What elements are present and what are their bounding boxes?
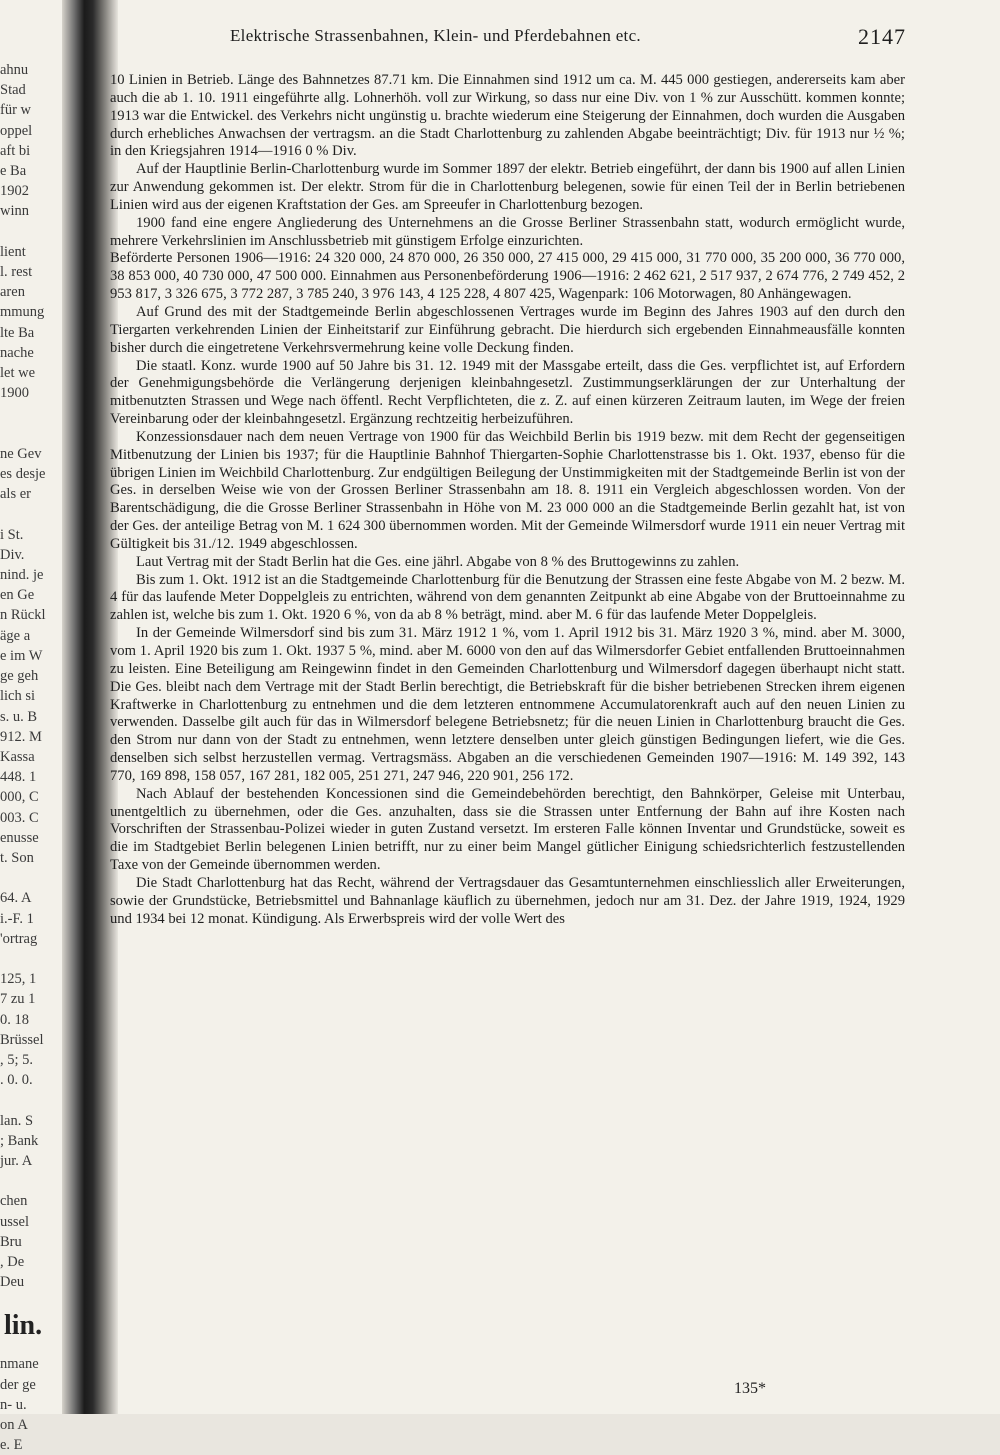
- adjacent-page-line: nmane: [0, 1356, 39, 1373]
- running-title: Elektrische Strassenbahnen, Klein- und Pferdebahnen etc.: [230, 26, 641, 45]
- adjacent-page-line: Kassa: [0, 748, 35, 765]
- paragraph: 1900 fand eine engere Angliederung des Unternehmens an die Grosse Berliner Strassenbahn statt, wodurch ermöglicht wurde, mehrere Verkehrslinien im Anschlussbetrieb mit günstigem Erfolge einzurichten.: [110, 214, 905, 249]
- adjacent-page-line: Deu: [0, 1274, 25, 1291]
- adjacent-page-line: jur. A: [0, 1152, 33, 1169]
- adjacent-page-line: n Rückl: [0, 607, 46, 624]
- adjacent-page-line: ahnu: [0, 62, 29, 78]
- adjacent-page-line: 1900: [0, 385, 29, 402]
- paragraph: 10 Linien in Betrieb. Länge des Bahnnetzes 87.71 km. Die Einnahmen sind 1912 um ca. M. 445 000 gestiegen, andererseits kam aber auch die ab 1. 10. 1911 eingeführte allg. Lohnerhöh. voll zur Wirkung, so dass nur eine Div. von 1 % zur Ausschütt. kommen konnte; 1913 war die Entwickel. des Verkehrs nicht ungünstig u. brachte wiederum eine Steigerung der Einnahmen, doch wurden die Ausgaben durch erhebliches Anwachsen der vertragsm. an die Stadt Charlottenburg zu zahlenden Abgabe beeinträchtigt; Div. für 1913 nur ½ %; in den Kriegsjahren 1914—1916 0 % Div.: [110, 72, 905, 160]
- adjacent-page-line: 912. M: [0, 728, 42, 745]
- adjacent-page-line: 7 zu 1: [0, 991, 36, 1008]
- adjacent-page-line: Brüssel: [0, 1031, 44, 1048]
- running-header: [230, 24, 906, 50]
- adjacent-page-line: 003. C: [0, 809, 39, 826]
- adjacent-page-line: l. rest: [0, 264, 33, 281]
- adjacent-page-line: Bru: [0, 1233, 22, 1250]
- paragraph: Die staatl. Konz. wurde 1900 auf 50 Jahre bis 31. 12. 1949 mit der Massgabe erteilt, dass die Ges. verpflichtet ist, auf Erfordern der Genehmigungsbehörde die Verlängerung derjenigen kleinbahngesetzl. Zustimmungserklärungen der zur Unterhaltung der mitbenutzten Strassen und Wege nach öffentl. Recht Verpflichteten, die z. Z. auf einen kürzeren Zeitraum lauten, im Wege der freien Vereinbarung oder der kleinbahngesetzl. Ergänzung rechtzeitig herbeizuführen.: [110, 357, 905, 428]
- paragraph: Auf der Hauptlinie Berlin-Charlottenburg wurde im Sommer 1897 der elektr. Betrieb eingeführt, der dann bis 1900 auf allen Linien zur Anwendung gekommen ist. Der elektr. Strom für die in Charlottenburg belegenen, sowie für einen Teil der in Berlin betriebenen Linien wird aus der eigenen Kraftstation der Ges. am Spreeufer in Charlottenburg bezogen.: [110, 161, 905, 213]
- adjacent-page-line: 0. 18: [0, 1011, 29, 1028]
- adjacent-page-line: on A: [0, 1417, 28, 1433]
- adjacent-page-line: aft bi: [0, 142, 31, 159]
- adjacent-page-line: lan. S: [0, 1112, 34, 1129]
- adjacent-page-line: e Ba: [0, 163, 27, 180]
- adjacent-page-line: äge a: [0, 627, 31, 644]
- adjacent-page-line: Div.: [0, 546, 25, 563]
- adjacent-page-line: 'ortrag: [0, 930, 38, 947]
- adjacent-page-line: für w: [0, 102, 32, 119]
- adjacent-page-line: enusse: [0, 829, 39, 846]
- paragraph: Beförderte Personen 1906—1916: 24 320 000, 24 870 000, 26 350 000, 27 415 000, 29 415 000, 31 770 000, 35 200 000, 36 770 000, 38 853 000, 40 730 000, 47 500 000. Einnahmen aus Personenbeförderung 1906—1916: 2 462 621, 2 517 937, 2 674 776, 2 749 452, 2 953 817, 3 326 675, 3 772 287, 3 785 240, 3 976 143, 4 125 228, 4 807 425, Wagenpark: 106 Motorwagen, 80 Anhängewagen.: [110, 250, 905, 303]
- paragraph: Die Stadt Charlottenburg hat das Recht, während der Vertragsdauer das Gesamtunternehmen einschliesslich aller Erweiterungen, sowie der Grundstücke, Betriebsmittel und Bahnanlage käuflich zu übernehmen, jedoch nur am 31. Dez. der Jahre 1919, 1924, 1929 und 1934 bei 12 monat. Kündigung. Als Erwerbspreis wird der volle Wert des: [110, 874, 905, 927]
- adjacent-page-line: als er: [0, 486, 31, 503]
- adjacent-page-line: 125, 1: [0, 971, 37, 988]
- adjacent-page-line: Stad: [0, 82, 26, 99]
- adjacent-page-line: s. u. B: [0, 708, 38, 725]
- adjacent-page-line: ne Gev: [0, 445, 42, 462]
- adjacent-page-line: es desje: [0, 466, 46, 483]
- adjacent-page-line: e im W: [0, 647, 43, 664]
- adjacent-page-line: ge geh: [0, 668, 39, 685]
- adjacent-page-line: oppel: [0, 122, 33, 139]
- adjacent-page-line: chen: [0, 1193, 28, 1210]
- adjacent-page-line: . 0. 0.: [0, 1072, 33, 1089]
- paragraph: Auf Grund des mit der Stadtgemeinde Berlin abgeschlossenen Vertrages wurde im Beginn des Jahres 1903 auf den durch den Tiergarten verkehrenden Linien der Einheitstarif zur Einführung gebracht. Die hierdurch sich ergebenden Einnahmeausfälle konnten bisher durch die eingetretene Verkehrsvermehrung keine volle Deckung finden.: [110, 303, 905, 356]
- adjacent-page-line: nache: [0, 344, 34, 361]
- paragraph: Nach Ablauf der bestehenden Koncessionen sind die Gemeindebehörden berechtigt, den Bahnkörper, Geleise mit Unterbau, unentgeltlich zu übernehmen, oder die Ges. anzuhalten, dass sie die Strassen unter Entfernung der Bahn auf ihre Kosten nach Vorschriften der Strassenbau-Polizei wieder in guten Zustand versetzt. Im ersteren Falle können Inventar und Grundstücke, soweit es die im Stadtgebiet Berlin belegenen Linien betrifft, nur zu einer beim Mangel gütlicher Einigung schiedsrichterlich festzustellenden Taxe von der Gemeinde übernommen werden.: [110, 785, 905, 874]
- paragraph: In der Gemeinde Wilmersdorf sind bis zum 31. März 1912 1 %, vom 1. April 1912 bis 31. März 1920 3 %, mind. aber M. 3000, vom 1. April 1920 bis zum 1. Okt. 1937 5 %, mind. aber M. 6000 von den auf das Wilmersdorfer Gebiet entfallenden Bruttoeinnahmen zu leisten. Eine Beteiligung am Reingewinn findet in den Gemeinden Charlottenburg und Wilmersdorf dagegen überhaupt nicht statt. Die Ges. bleibt nach dem Vertrage mit der Stadt Berlin berechtigt, die Betriebskraft für die bisher betriebenen Strecken ihrem eigenen Kraftwerke in Charlottenburg zu entnehmen und die dem letzteren entnommene Accumulatorenkraft auch auf den neuen Linien zu verwenden. Dasselbe gilt auch für das in Wilmersdorf belegene Betriebsnetz; für die neuen Linien in Charlottenburg braucht die Ges. den Strom nur dann von der Stadt zu entnehmen, wenn letztere denselben unter gleich günstigen Bedingungen liefert, wie die Ges. denselben sich selbst herzustellen vermag. Vertragsmäss. Abgaben an die verschiedenen Gemeinden 1907—1916: M. 149 392, 143 770, 169 898, 158 057, 167 281, 182 005, 251 271, 247 946, 220 901, 256 172.: [110, 625, 905, 784]
- adjacent-page-line: nind. je: [0, 567, 44, 584]
- adjacent-page-line: 64. A: [0, 890, 32, 907]
- adjacent-page-line: winn: [0, 203, 29, 220]
- adjacent-page-line: 000, C: [0, 789, 39, 806]
- article-body: [110, 72, 905, 929]
- adjacent-page-line: en Ge: [0, 587, 35, 604]
- signature-mark: 135*: [734, 1380, 766, 1397]
- paragraph: Laut Vertrag mit der Stadt Berlin hat die Ges. eine jährl. Abgabe von 8 % des Bruttogewinns zu zahlen.: [136, 553, 740, 570]
- adjacent-page-line: lich si: [0, 688, 36, 705]
- adjacent-page-line: e. E: [0, 1437, 23, 1454]
- paragraph: Konzessionsdauer nach dem neuen Vertrage von 1900 für das Weichbild Berlin bis 1919 bezw. mit dem Recht der gegenseitigen Mitbenutzung der Linien bis 1937; für die Hauptlinie Bahnhof Thiergarten-Sophie Charlottenstrasse bis 1. Okt. 1937, ebenso für die übrigen Linien im Weichbild Charlottenburg. Zur endgültigen Beilegung der Unstimmigkeiten mit der Stadtgemeinde Berlin ist von der Ges. in derselben Weise wie von der Grossen Berliner Strassenbahn am 18. 8. 1911 ein Vergleich abgeschlossen worden. Von der Barentschädigung, die die Grosse Berliner Strassenbahn in Höhe von M. 23 000 000 an die Stadtgemeinde Berlin gezahlt hat, ist von der Ges. der anteilige Betrag von M. 1 624 300 übernommen worden. Mit der Gemeinde Wilmersdorf wurde 1911 ein neuer Vertrag mit Gültigkeit bis 31./12. 1949 abgeschlossen.: [110, 428, 905, 552]
- adjacent-page-line: , De: [0, 1253, 25, 1270]
- adjacent-page-line: ussel: [0, 1213, 29, 1230]
- adjacent-page-line: , 5; 5.: [0, 1051, 34, 1068]
- adjacent-page-line: n- u.: [0, 1396, 27, 1413]
- adjacent-page-line: aren: [0, 284, 25, 301]
- adjacent-page-line: der ge: [0, 1376, 36, 1393]
- adjacent-page-line: ; Bank: [0, 1132, 39, 1149]
- adjacent-page-line: lte Ba: [0, 324, 35, 341]
- adjacent-page-line: 1902: [0, 183, 29, 200]
- adjacent-page-line: i.-F. 1: [0, 910, 34, 927]
- adjacent-page-line: let we: [0, 365, 36, 382]
- adjacent-page-heading: lin.: [4, 1310, 43, 1342]
- adjacent-page-line: lient: [0, 243, 26, 260]
- adjacent-page-line: 448. 1: [0, 769, 37, 786]
- page-number: 2147: [858, 24, 906, 49]
- adjacent-page-line: t. Son: [0, 849, 34, 866]
- adjacent-page-line: i St.: [0, 526, 24, 543]
- adjacent-page-line: mmung: [0, 304, 45, 321]
- paragraph: Bis zum 1. Okt. 1912 ist an die Stadtgemeinde Charlottenburg für die Benutzung der Strassen eine feste Abgabe von M. 2 bezw. M. 4 für das laufende Meter Doppelgleis zu entrichten, während von dem genannten Zeitpunkt ab eine Abgabe von der Bruttoeinnahme zu zahlen ist, welche bis zum 1. Okt. 1920 6 %, von da ab 8 % beträgt, mind. aber M. 6 für das laufende Meter Doppelgleis.: [110, 571, 905, 624]
